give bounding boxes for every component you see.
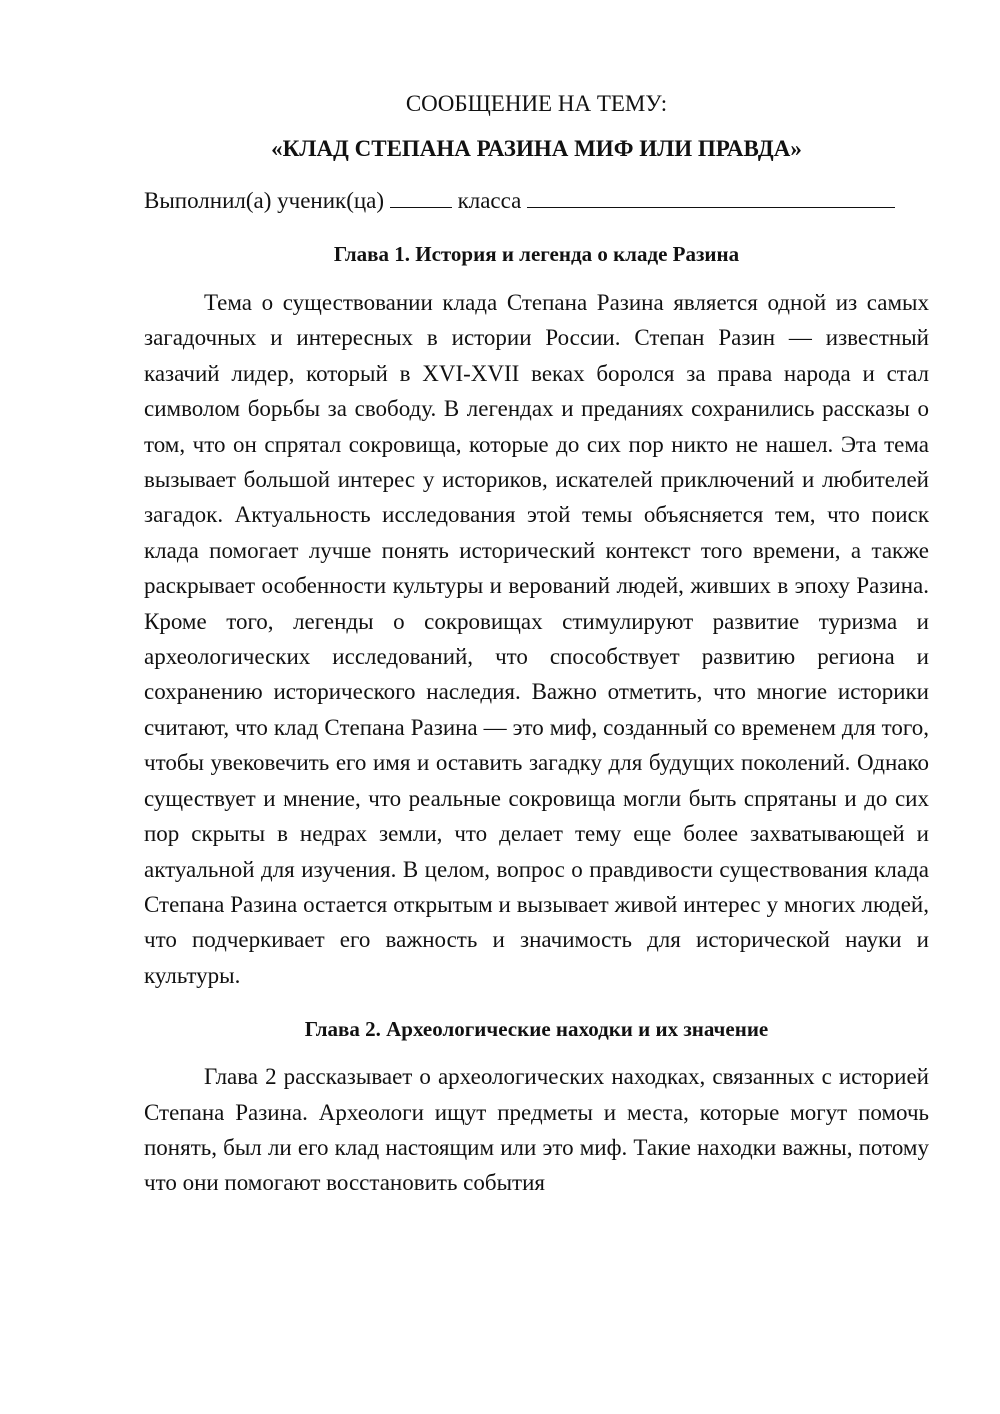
class-number-blank [390,185,452,208]
document-page [144,88,929,1201]
chapter-2-heading: Глава 2. Археологические находки и их значение [304,1017,769,1042]
chapter-1-heading: Глава 1. История и легенда о кладе Разина [333,242,740,266]
chapter-1-paragraph: Тема о существовании клада Степана Разина является одной из самых загадочных и интересных в истории России. Степан Разин — известный казачий лидер, который в XVI-XVII веках боролся за права народа и стал символом борьбы за свободу. В легендах и преданиях сохранились рассказы о том, что он спрятал сокровища, которые до сих пор никто не нашел. Эта тема вызывает большой интерес у историков, искателей приключений и любителей загадок. Актуальность исследования этой темы объясняется тем, что поиск клада помогает лучше понять исторический контекст того времени, а также раскрывает особенности культуры и верований людей, живших в эпоху Разина. Кроме того, легенды о сокровищах стимулируют развитие туризма и археологических исследований, что способствует развитию региона и сохранению исторического наследия. Важно отметить, что многие историки считают, что клад Степана Разина — это миф, созданный со временем для того, чтобы увековечить его имя и оставить загадку для будущих поколений. Однако существует и мнение, что реальные сокровища могли быть спрятаны и до сих пор скрыты в недрах земли, что делает тему еще более захватывающей и актуальной для изучения. В целом, вопрос о правдивости существования клада Степана Разина остается открытым и вызывает живой интерес у многих людей, что подчеркивает его важность и значимость для исторической науки и культуры. [144,290,929,988]
document-title: «КЛАД СТЕПАНА РАЗИНА МИФ ИЛИ ПРАВДА» [271,136,802,161]
name-blank [527,185,895,208]
author-label: Выполнил(а) ученик(ца) [144,188,385,213]
author-line [144,185,929,217]
document-header: СООБЩЕНИЕ НА ТЕМУ: [405,91,668,116]
class-label: класса [457,188,522,213]
chapter-2-paragraph: Глава 2 рассказывает о археологических находках, связанных с историей Степана Разина. Археологи ищут предметы и места, которые могут помочь понять, был ли его клад настоящим или это миф. Такие находки важны, потому что они помогают восстановить события [144,1064,929,1196]
